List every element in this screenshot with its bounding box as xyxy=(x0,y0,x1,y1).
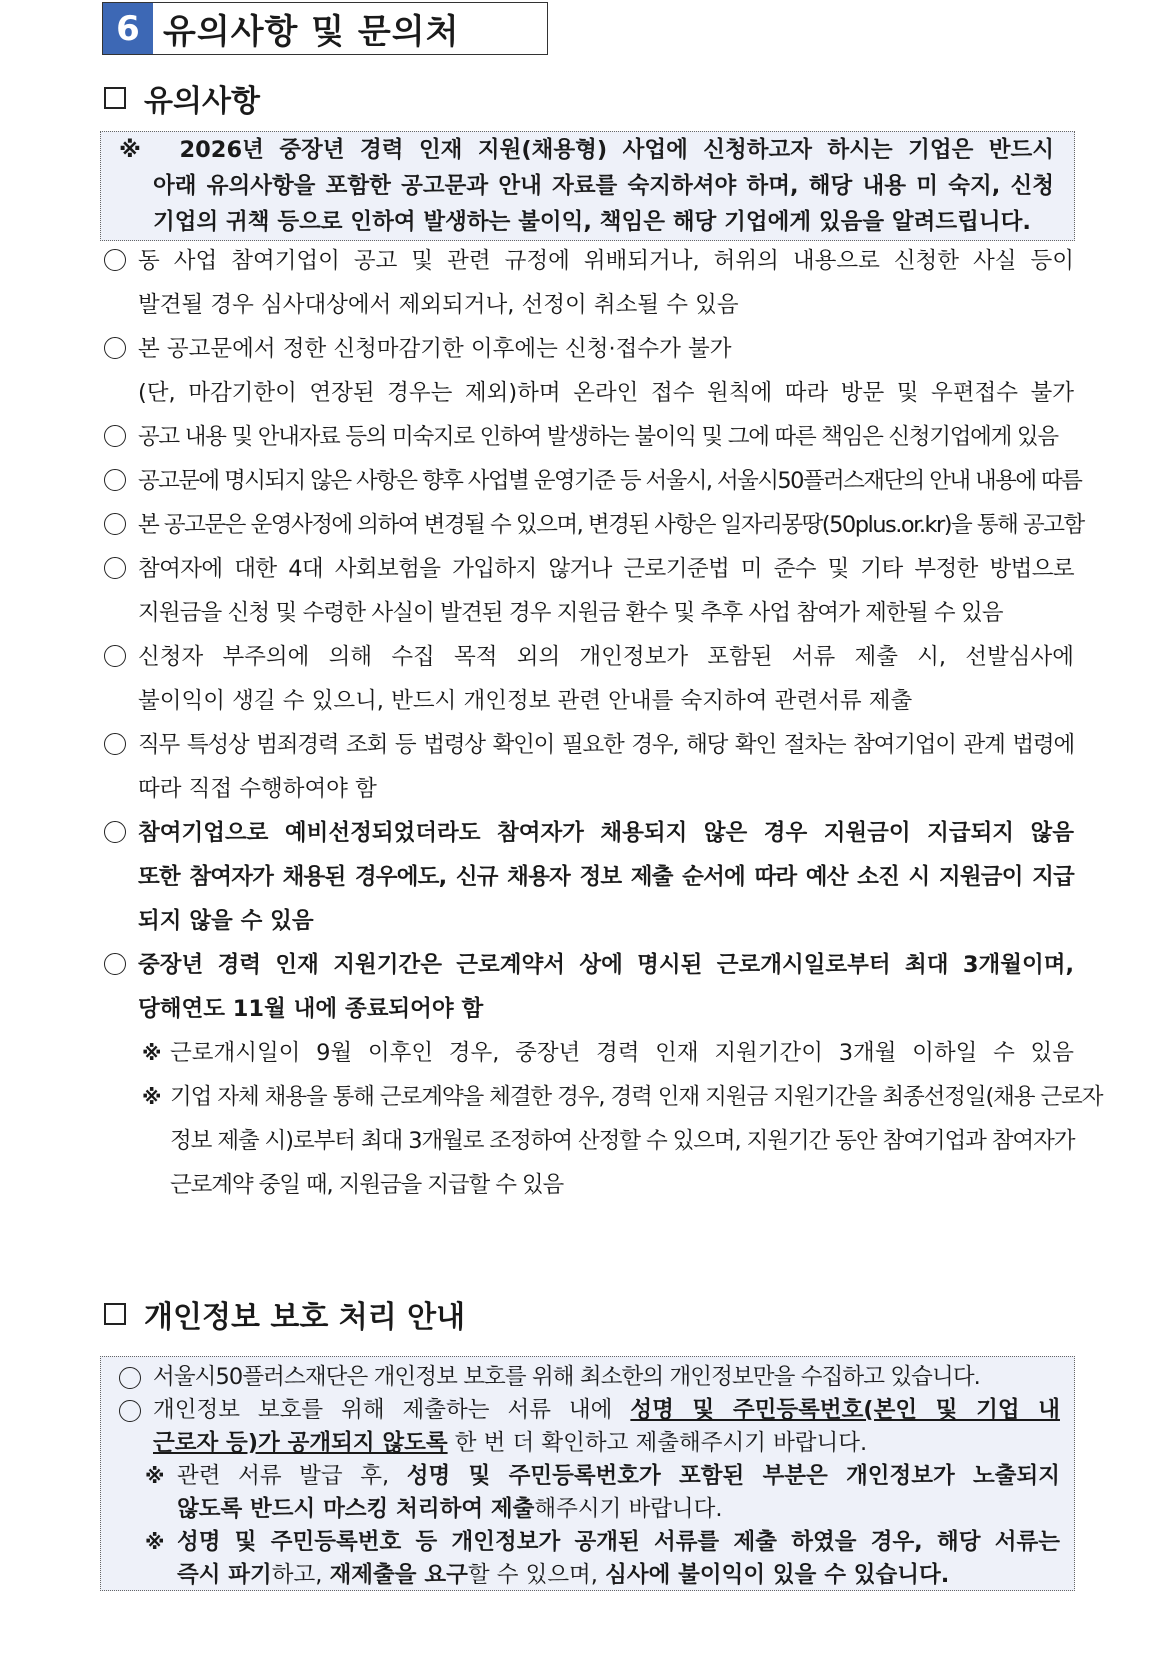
circle-bullet-icon xyxy=(104,821,126,843)
list-item-cont: 발견될 경우 심사대상에서 제외되거나, 선정이 취소될 수 있음 xyxy=(138,292,739,318)
list-item-cont: 불이익이 생길 수 있으니, 반드시 개인정보 관련 안내를 숙지하여 관련서류 제출 xyxy=(138,688,913,714)
circle-bullet-icon xyxy=(104,645,126,667)
circle-bullet-icon xyxy=(104,557,126,579)
list-item-cont: 되지 않을 수 있음 xyxy=(138,908,314,934)
list-item-cont: 따라 직접 수행하여야 함 xyxy=(138,776,377,802)
circle-bullet-icon xyxy=(104,469,126,491)
reference-note: ※ 근로개시일이 9월 이후인 경우, 중장년 경력 인재 지원기간이 3개월 이하일 수 있음 xyxy=(142,1040,1074,1066)
list-item: 참여자에 대한 4대 사회보험을 가입하지 않거나 근로기준법 미 준수 및 기타 부정한 방법으로 xyxy=(104,549,1074,589)
list-item: 신청자 부주의에 의해 수집 목적 외의 개인정보가 포함된 서류 제출 시, 선발심사에 xyxy=(104,637,1074,677)
list-item-cont: 또한 참여자가 채용된 경우에도, 신규 채용자 정보 제출 순서에 따라 예산 소진 시 지원금이 지급 xyxy=(138,864,1074,890)
list-item: 본 공고문에서 정한 신청마감기한 이후에는 신청·접수가 불가 xyxy=(104,329,1074,369)
circle-bullet-icon xyxy=(104,733,126,755)
list-item: 본 공고문은 운영사정에 의하여 변경될 수 있으며, 변경된 사항은 일자리몽땅(50plus.or.kr)을 통해 공고함 xyxy=(104,505,1074,545)
cautions-heading xyxy=(104,76,260,120)
reference-note-cont: 정보 제출 시)로부터 최대 3개월로 조정하여 산정할 수 있으며, 지원기간 동안 참여기업과 참여자가 xyxy=(170,1128,1075,1154)
notice-line: ※ 2026년 중장년 경력 인재 지원(채용형) 사업에 신청하고자 하시는 기업은 반드시 xyxy=(119,137,1055,163)
notice-line: 아래 유의사항을 포함한 공고문과 안내 자료를 숙지하셔야 하며, 해당 내용 미 숙지, 신청 xyxy=(153,173,1054,199)
section-header xyxy=(102,2,548,55)
privacy-heading xyxy=(104,1292,465,1336)
reference-mark: ※ xyxy=(119,137,149,163)
checkbox-square-icon xyxy=(104,87,126,109)
privacy-notice-box xyxy=(100,1356,1075,1591)
section-number: 6 xyxy=(103,3,153,54)
checkbox-square-icon xyxy=(104,1303,126,1325)
privacy-reference: ※ 성명 및 주민등록번호 등 개인정보가 공개된 서류를 제출 하였을 경우, 해당 서류는 xyxy=(145,1529,1060,1555)
list-item: 중장년 경력 인재 지원기간은 근로계약서 상에 명시된 근로개시일로부터 최대 3개월이며, xyxy=(104,945,1074,985)
privacy-line: 개인정보 보호를 위해 제출하는 서류 내에 성명 및 주민등록번호(본인 및 기업 내 xyxy=(119,1394,1060,1427)
privacy-line: 서울시50플러스재단은 개인정보 보호를 위해 최소한의 개인정보만을 수집하고 있습니다. xyxy=(119,1361,1060,1394)
circle-bullet-icon xyxy=(119,1367,141,1389)
cautions-notice-box xyxy=(100,131,1075,241)
privacy-reference-cont: 않도록 반드시 마스킹 처리하여 제출해주시기 바랍니다. xyxy=(177,1496,723,1522)
privacy-reference: ※ 관련 서류 발급 후, 성명 및 주민등록번호가 포함된 부분은 개인정보가 노출되지 xyxy=(145,1463,1060,1489)
list-item-cont: 지원금을 신청 및 수령한 사실이 발견된 경우 지원금 환수 및 추후 사업 참여가 제한될 수 있음 xyxy=(138,600,1003,626)
reference-note: ※ 기업 자체 채용을 통해 근로계약을 체결한 경우, 경력 인재 지원금 지원기간을 최종선정일(채용 근로자 xyxy=(142,1084,1103,1110)
notice-line: 기업의 귀책 등으로 인하여 발생하는 불이익, 책임은 해당 기업에게 있음을 알려드립니다. xyxy=(153,209,1031,235)
list-item-cont: (단, 마감기한이 연장된 경우는 제외)하며 온라인 접수 원칙에 따라 방문 및 우편접수 불가 xyxy=(138,380,1074,406)
circle-bullet-icon xyxy=(104,249,126,271)
circle-bullet-icon xyxy=(104,513,126,535)
privacy-heading-text: 개인정보 보호 처리 안내 xyxy=(144,1300,466,1335)
reference-note-cont: 근로계약 중일 때, 지원금을 지급할 수 있음 xyxy=(170,1172,564,1198)
circle-bullet-icon xyxy=(119,1400,141,1422)
circle-bullet-icon xyxy=(104,425,126,447)
privacy-reference-cont: 즉시 파기하고, 재제출을 요구할 수 있으며, 심사에 불이익이 있을 수 있습니다. xyxy=(177,1562,950,1588)
section-title: 유의사항 및 문의처 xyxy=(163,12,460,52)
circle-bullet-icon xyxy=(104,337,126,359)
list-item: 참여기업으로 예비선정되었더라도 참여자가 채용되지 않은 경우 지원금이 지급되지 않음 xyxy=(104,813,1074,853)
privacy-line-cont: 근로자 등)가 공개되지 않도록 한 번 더 확인하고 제출해주시기 바랍니다. xyxy=(153,1430,868,1456)
list-item: 공고 내용 및 안내자료 등의 미숙지로 인하여 발생하는 불이익 및 그에 따른 책임은 신청기업에게 있음 xyxy=(104,417,1074,457)
list-item: 직무 특성상 범죄경력 조회 등 법령상 확인이 필요한 경우, 해당 확인 절차는 참여기업이 관계 법령에 xyxy=(104,725,1074,765)
list-item-cont: 당해연도 11월 내에 종료되어야 함 xyxy=(138,996,484,1022)
circle-bullet-icon xyxy=(104,953,126,975)
cautions-heading-text: 유의사항 xyxy=(144,84,260,119)
list-item: 공고문에 명시되지 않은 사항은 향후 사업별 운영기준 등 서울시, 서울시50플러스재단의 안내 내용에 따름 xyxy=(104,461,1074,501)
list-item: 동 사업 참여기업이 공고 및 관련 규정에 위배되거나, 허위의 내용으로 신청한 사실 등이 xyxy=(104,241,1074,281)
